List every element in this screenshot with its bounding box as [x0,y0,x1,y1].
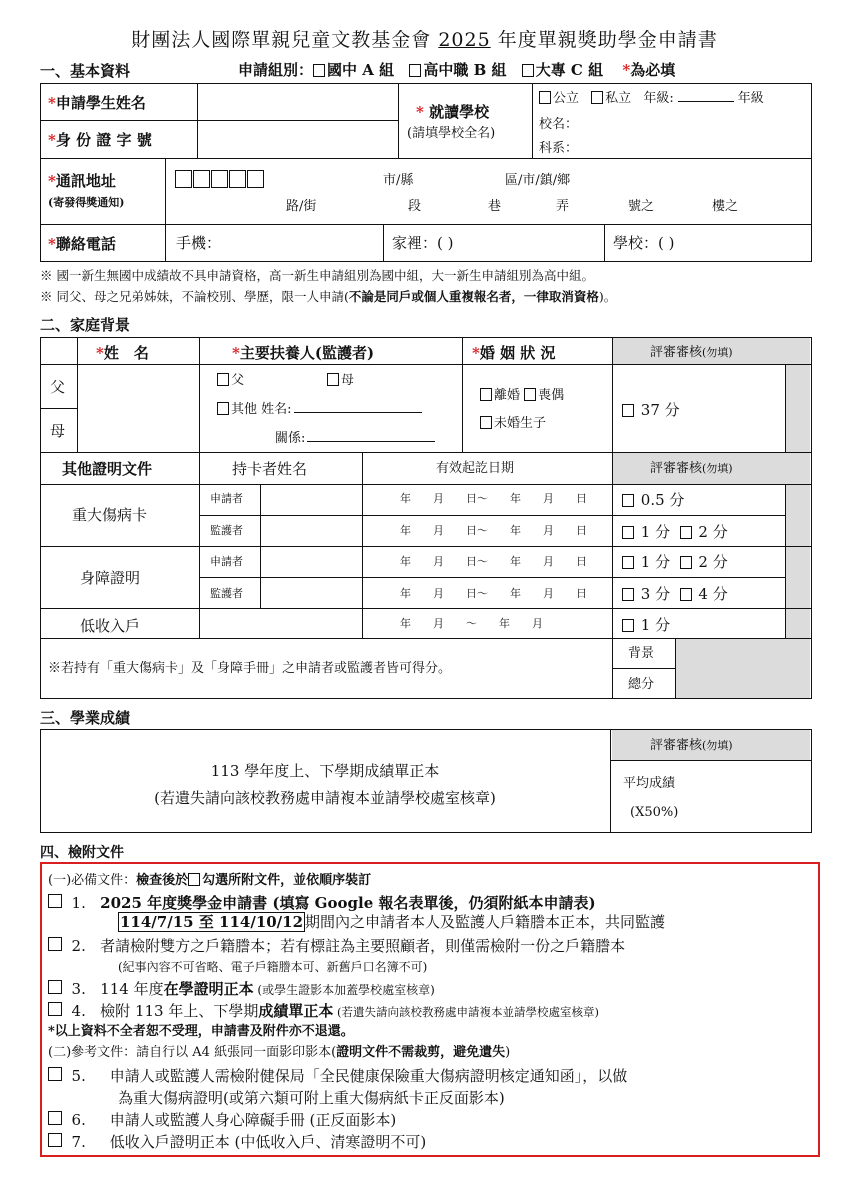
disability-label: 身障證明 [80,569,141,587]
note-siblings: ※ 同父、母之兄弟姊妹，不論校別、學歷，限一人申請(不論是同戶或個人重複報名者，一律取消資格)。 [40,289,617,304]
group-c-label: 大專 C 組 [535,61,604,79]
school-hint: (請填學校全名) [407,126,496,141]
average-score-weight: (X50%) [630,805,679,820]
address-district: 區/市/鎮/鄉 [505,173,571,188]
address-label: *通訊地址 [48,172,116,190]
title-year: 2025 [438,29,491,51]
school-phone-field[interactable]: 學校：( ) [613,234,675,252]
group-selector [238,61,675,79]
address-number: 號之 [628,199,655,214]
section4-heading: 四、檢附文件 [40,845,124,861]
title-suffix: 年度單親獎助學金申請書 [490,29,718,51]
address-floor: 樓之 [712,199,739,214]
doc-7-checkbox[interactable] [48,1133,62,1147]
doc-item-2-note: (紀事內容不可省略、電子戶籍謄本可、新舊戶口名簿不可) [118,960,428,974]
doc-item-1-cont: 114/7/15 至 114/10/12 期間內之申請者本人及監護人戶籍謄本正本，共同監護 [120,913,666,931]
group-a-checkbox[interactable] [313,64,325,77]
doc-item-7: 7. 低收入戶證明正本 (中低收入戶、清寒證明不可) [48,1133,426,1151]
guardian-header: *主要扶養人(監護者) [232,344,375,362]
group-label: 申請組別： [238,61,314,79]
phone-label: *聯絡電話 [48,235,116,253]
address-hint: (寄發得獎通知) [48,196,125,209]
grades-line2: (若遺失請向該校教務處申請複本並請學校處室核章) [154,789,496,807]
mobile-field[interactable]: 手機： [176,234,222,252]
section1-heading: 一、基本資料 [40,62,131,80]
address-lane: 巷 [488,199,502,214]
review-header: 評審審核(勿填) [650,345,733,360]
address-city: 市/縣 [383,173,414,188]
family-bottom-note: ※若持有「重大傷病卡」及「身障手冊」之申請者或監護者皆可得分。 [48,661,452,676]
grades-review-header: 評審審核(勿填) [650,738,733,753]
doc-item-4: 4. 檢附 113 年上、下學期成績單正本 (若遺失請向該校教務處申請複本並請學校處室核章) [48,1002,599,1020]
background-score-label-2: 總分 [628,677,655,692]
school-type: 公立 私立 年級: 年級 [539,91,764,107]
mother-label: 母 [50,422,66,440]
required-note: 為必填 [630,61,676,79]
zip-code-boxes[interactable] [175,170,265,189]
note-eligibility: ※ 國一新生無國中成績故不具申請資格，高一新生申請組別為國中組，大一新生申請組別為高中組。 [40,268,594,283]
doc-4-checkbox[interactable] [48,1002,62,1016]
id-number-field[interactable] [200,123,396,156]
student-name-field[interactable] [200,86,396,119]
holder-name-header: 持卡者姓名 [232,460,308,478]
school-name-label: 校名： [539,117,579,132]
required-asterisk: * [622,61,631,79]
family-score-37[interactable]: 37 分 [622,401,680,419]
valid-period-header: 有效起訖日期 [436,461,515,476]
address-alley: 弄 [556,199,570,214]
illness-guardian: 監護者 [210,524,243,537]
illness-applicant: 申請者 [210,492,243,505]
doc-6-checkbox[interactable] [48,1111,62,1125]
address-section: 段 [408,199,422,214]
other-docs-header: 其他證明文件 [62,460,153,478]
disability-applicant: 申請者 [210,555,243,568]
disability-guardian: 監護者 [210,587,243,600]
private-checkbox[interactable] [591,91,603,104]
section2-heading: 二、家庭背景 [40,316,131,334]
background-score-label-1: 背景 [628,646,655,661]
doc-1-checkbox[interactable] [48,894,62,908]
doc-item-5-cont: 為重大傷病證明(或第六類可附上重大傷病紙卡正反面影本) [118,1089,505,1107]
section3-heading: 三、學業成績 [40,709,131,727]
marital-options[interactable]: 離婚 喪偶 [480,388,564,404]
father-label: 父 [50,378,66,396]
grades-line1: 113 學年度上、下學期成績單正本 [210,762,440,780]
review-header-2: 評審審核(勿填) [650,461,733,476]
id-number-label: *身 份 證 字 號 [48,131,152,149]
incomplete-warning: *以上資料不全者恕不受理，申請書及附件亦不退還。 [48,1024,354,1039]
group-a-label: 國中 A 組 [327,61,395,79]
doc-item-2: 2. 者請檢附雙方之戶籍謄本；若有標註為主要照顧者，則僅需檢附一份之戶籍謄本 [48,937,625,955]
doc-5-checkbox[interactable] [48,1067,62,1081]
required-docs-header: (一)必備文件：檢查後於 勾選所附文件，並依順序裝訂 [48,873,372,888]
low-income-label: 低收入戶 [80,617,141,635]
guardian-relation[interactable]: 關係: [275,431,435,447]
doc-item-6: 6. 申請人或監護人身心障礙手冊 (正反面影本) [48,1111,396,1129]
doc-item-1: 1. 2025 年度獎學金申請書 (填寫 Google 報名表單後，仍須附紙本申請表) [48,894,596,912]
disability-score-3-4[interactable]: 3 分 4 分 [622,585,728,603]
average-score-label: 平均成績 [623,776,676,791]
guardian-other-option[interactable]: 其他 姓名: [217,402,422,418]
group-b-checkbox[interactable] [409,64,421,77]
disability-guardian-dates[interactable]: 年 月 日～ 年 月 日 [400,587,587,600]
address-road: 路/街 [286,199,317,214]
group-c-checkbox[interactable] [522,64,534,77]
home-phone-field[interactable]: 家裡：( ) [392,234,454,252]
title-prefix: 財團法人國際單親兒童文教基金會 [131,29,439,51]
illness-guardian-dates[interactable]: 年 月 日～ 年 月 日 [400,524,587,537]
low-income-score-1[interactable]: 1 分 [622,616,670,634]
reference-docs-header: (二)參考文件：請自行以 A4 紙張同一面影印影本(證明文件不需裁剪，避免遺失) [48,1045,511,1060]
low-income-dates[interactable]: 年 月 ～ 年 月 [400,617,543,630]
disability-applicant-dates[interactable]: 年 月 日～ 年 月 日 [400,555,587,568]
doc-item-3: 3. 114 年度在學證明正本 (或學生證影本加蓋學校處室核章) [48,980,435,998]
public-checkbox[interactable] [539,91,551,104]
major-illness-label: 重大傷病卡 [72,506,148,524]
marital-header: *婚 姻 狀 況 [472,344,556,362]
school-label: * 就讀學校 [416,103,490,121]
doc-3-checkbox[interactable] [48,980,62,994]
department-label: 科系： [539,141,579,156]
doc-2-checkbox[interactable] [48,937,62,951]
illness-score-05[interactable]: 0.5 分 [622,491,684,509]
disability-score-1-2[interactable]: 1 分 2 分 [622,553,728,571]
student-name-label: *申請學生姓名 [48,94,146,112]
doc-item-5: 5. 申請人或監護人需檢附健保局「全民健康保險重大傷病證明核定通知函」，以做 [48,1067,627,1085]
form-title [0,25,849,52]
family-name-header: *姓 名 [96,344,149,362]
group-b-label: 高中職 B 組 [423,61,507,79]
guardian-father-option[interactable]: 父 [217,373,244,389]
illness-score-1-2[interactable]: 1 分 2 分 [622,523,728,541]
guardian-mother-option[interactable]: 母 [327,373,354,389]
illness-applicant-dates[interactable]: 年 月 日～ 年 月 日 [400,492,587,505]
marital-unmarried-option[interactable]: 未婚生子 [480,416,546,432]
